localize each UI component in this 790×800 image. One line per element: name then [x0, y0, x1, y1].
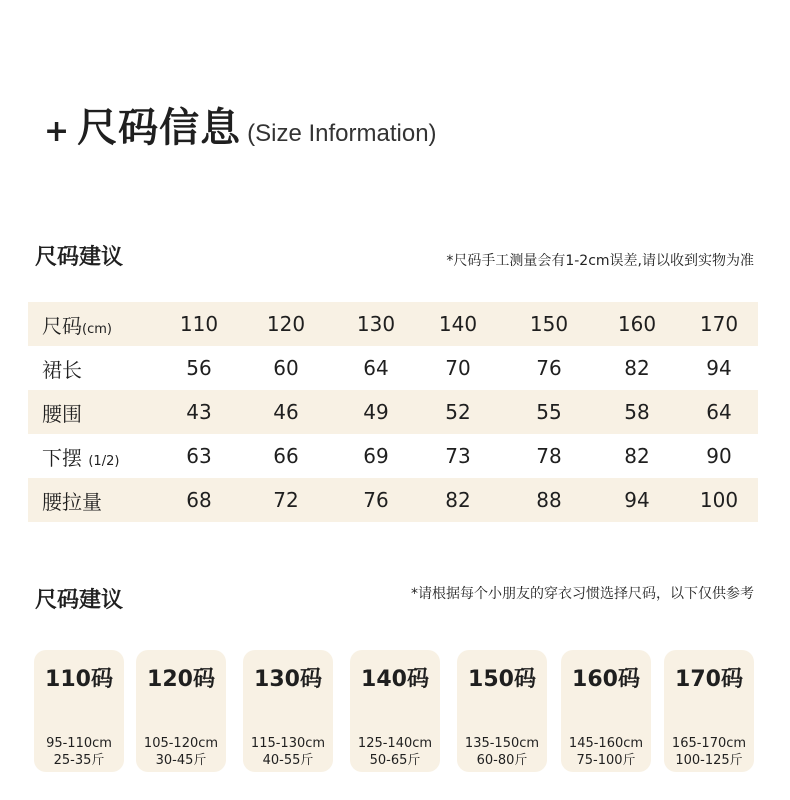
table-cell: 56 — [186, 356, 212, 380]
table-cell: 49 — [363, 400, 389, 424]
table-cell: 72 — [273, 488, 299, 512]
table-header-row — [28, 302, 758, 346]
table-cell: 94 — [624, 488, 650, 512]
row-label: 腰拉量 — [42, 489, 102, 514]
size-card-140 — [350, 650, 440, 772]
table-cell: 82 — [624, 356, 650, 380]
table-row-waist — [28, 390, 758, 434]
recommendation-note: *请根据每个小朋友的穿衣习惯选择尺码，以下仅供参考 — [411, 586, 754, 602]
table-cell: 73 — [445, 444, 471, 468]
size-card-150 — [457, 650, 547, 772]
header-cell: 110 — [179, 312, 219, 336]
table-cell: 55 — [536, 400, 562, 424]
weight-range: 30-45斤 — [155, 753, 207, 768]
row-label: 下摆 (1/2) — [42, 445, 120, 470]
size-card-160 — [561, 650, 651, 772]
header-cell: 130 — [356, 312, 396, 336]
size-card-130 — [243, 650, 333, 772]
page-header — [44, 96, 437, 153]
plus-icon: + — [44, 114, 70, 149]
table-row-waist-stretch — [28, 478, 758, 522]
table-cell: 70 — [445, 356, 471, 380]
section-title-recommendations: 尺码建议 — [35, 588, 124, 613]
header-cell: 150 — [529, 312, 569, 336]
size-card-120 — [136, 650, 226, 772]
header-cell: 170 — [699, 312, 739, 336]
header-cell: 140 — [438, 312, 478, 336]
size-code: 160码 — [572, 667, 640, 692]
section-title-measurements: 尺码建议 — [35, 245, 124, 270]
row-label: 裙长 — [42, 357, 82, 382]
weight-range: 25-35斤 — [53, 753, 105, 768]
size-code: 110码 — [45, 667, 113, 692]
size-card-170 — [664, 650, 754, 772]
height-range: 135-150cm — [464, 736, 540, 751]
size-card-110 — [34, 650, 124, 772]
table-cell: 60 — [273, 356, 299, 380]
height-range: 165-170cm — [671, 736, 747, 751]
table-cell: 43 — [186, 400, 212, 424]
table-cell: 78 — [536, 444, 562, 468]
size-cards — [34, 650, 764, 772]
table-cell: 90 — [706, 444, 732, 468]
size-code: 140码 — [361, 667, 429, 692]
height-range: 125-140cm — [357, 736, 433, 751]
height-range: 95-110cm — [46, 736, 112, 751]
table-cell: 88 — [536, 488, 562, 512]
header-cell: 160 — [617, 312, 657, 336]
height-range: 115-130cm — [250, 736, 326, 751]
table-cell: 64 — [706, 400, 732, 424]
weight-range: 40-55斤 — [262, 753, 314, 768]
weight-range: 100-125斤 — [675, 753, 743, 768]
table-cell: 69 — [363, 444, 389, 468]
table-cell: 58 — [624, 400, 650, 424]
row-label: 腰围 — [42, 401, 82, 426]
weight-range: 60-80斤 — [476, 753, 528, 768]
row-label: 尺码(cm) — [42, 313, 112, 338]
table-cell: 94 — [706, 356, 732, 380]
height-range: 105-120cm — [143, 736, 219, 751]
table-row-hem — [28, 434, 758, 478]
table-cell: 82 — [624, 444, 650, 468]
weight-range: 75-100斤 — [576, 753, 636, 768]
height-range: 145-160cm — [568, 736, 644, 751]
table-cell: 52 — [445, 400, 471, 424]
table-cell: 64 — [363, 356, 389, 380]
weight-range: 50-65斤 — [369, 753, 421, 768]
table-cell: 63 — [186, 444, 212, 468]
table-cell: 46 — [273, 400, 299, 424]
size-code: 170码 — [675, 667, 743, 692]
page-title: 尺码信息 — [77, 105, 242, 151]
table-cell: 100 — [699, 488, 739, 512]
header-cell: 120 — [266, 312, 306, 336]
size-code: 150码 — [468, 667, 536, 692]
table-cell: 76 — [536, 356, 562, 380]
table-cell: 82 — [445, 488, 471, 512]
size-table — [28, 302, 758, 522]
table-cell: 76 — [363, 488, 389, 512]
table-cell: 68 — [186, 488, 212, 512]
table-row-length — [28, 346, 758, 390]
table-cell: 66 — [273, 444, 299, 468]
measurement-note: *尺码手工测量会有1-2cm误差,请以收到实物为准 — [446, 253, 754, 269]
size-code: 120码 — [147, 667, 215, 692]
page-subtitle: (Size Information) — [247, 120, 437, 147]
size-code: 130码 — [254, 667, 322, 692]
